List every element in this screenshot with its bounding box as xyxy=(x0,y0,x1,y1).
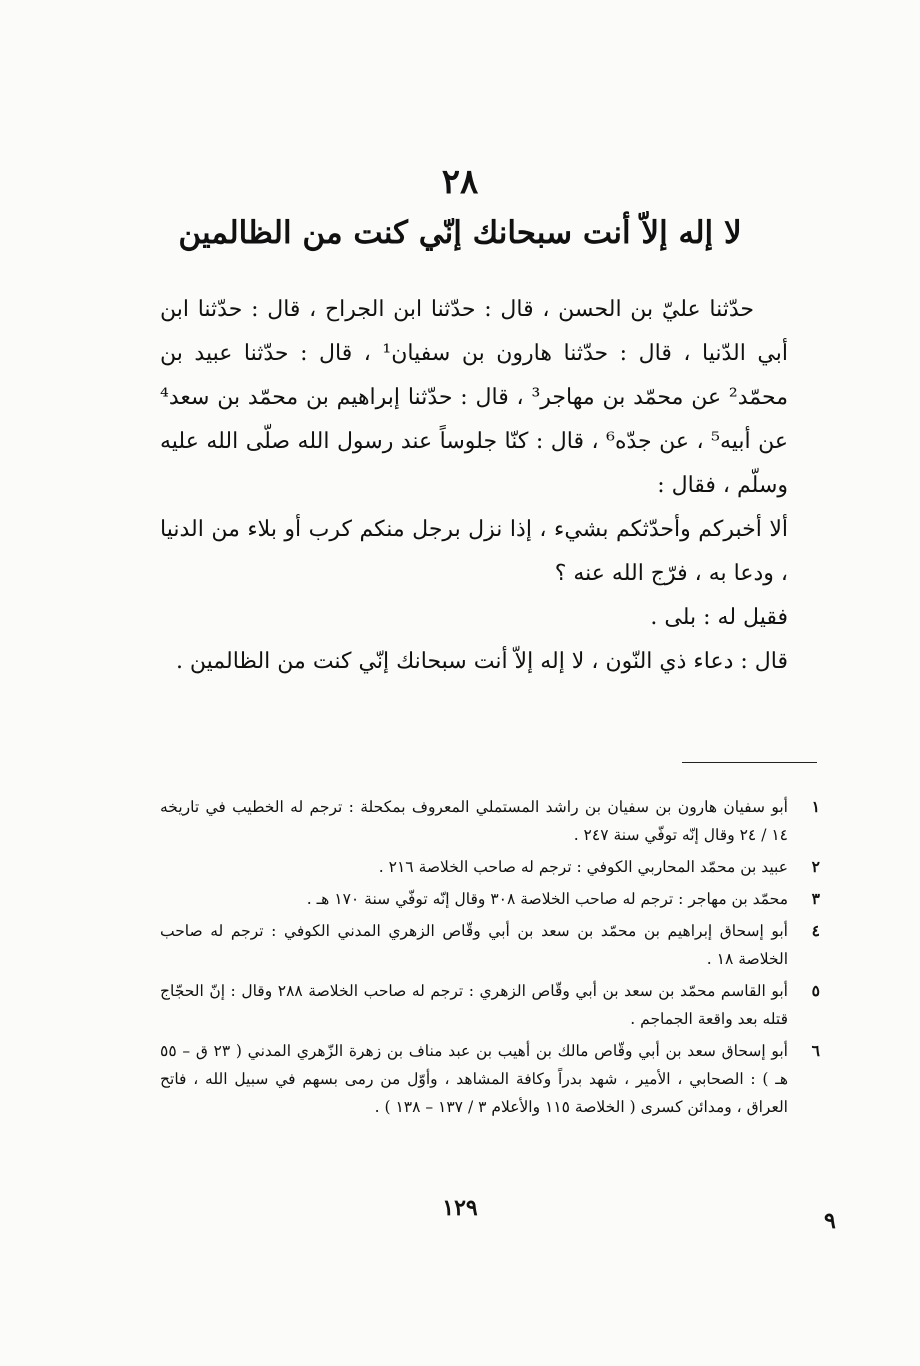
footnote-text: أبو القاسم محمّد بن سعد بن أبي وقّاص الزهري : ترجم له صاحب الخلاصة ٢٨٨ وقال : إنّ الحجّاج قتله بعد واقعة الجماجم . xyxy=(160,982,788,1028)
footnote-divider xyxy=(682,762,817,763)
hadith-quote: ألا أخبركم وأحدّثكم بشيء ، إذا نزل برجل منكم كرب أو بلاء من الدنيا ، ودعا به ، فرّج الله عنه ؟ xyxy=(160,517,788,586)
footnote-item xyxy=(160,885,820,913)
footnote-number: ٤ xyxy=(811,921,820,940)
footnote-number: ٣ xyxy=(811,889,820,908)
footnote-text: عبيد بن محمّد المحاربي الكوفي : ترجم له صاحب الخلاصة ٢١٦ . xyxy=(378,858,788,876)
reply-line: فقيل له : بلى . xyxy=(650,605,788,630)
footnote-text: أبو سفيان هارون بن سفيان بن راشد المستملي المعروف بمكحلة : ترجم له الخطيب في تاريخه ١٤ / ٢٤ وقال إنّه توفّي سنة ٢٤٧ . xyxy=(160,798,788,844)
chapter-title: لا إله إلاّ أنت سبحانك إنّي كنت من الظالمين xyxy=(178,215,742,251)
footnote-item xyxy=(160,917,820,973)
footnote-text: أبو إسحاق إبراهيم بن محمّد بن سعد بن أبي وقّاص الزهري المدني الكوفي : ترجم له صاحب الخلاصة ١٨ . xyxy=(160,922,788,968)
footnote-text: محمّد بن مهاجر : ترجم له صاحب الخلاصة ٣٠٨ وقال إنّه توفّي سنة ١٧٠ هـ . xyxy=(306,890,788,908)
footnote-text: أبو إسحاق سعد بن أبي وقّاص مالك بن أهيب بن عبد مناف بن زهرة الزّهري المدني ( ٢٣ ق – ٥٥ هـ ) : الصحابي ، الأمير ، شهد بدراً وكافة المشاهد ، وأوّل من رمى بسهم في سبيل الله ، فاتح العراق ، ومدائن كسرى ( الخلاصة ١١٥ والأعلام ٣ / ١٣٧ – ١٣٨ ) . xyxy=(160,1042,788,1116)
answer-line: قال : دعاء ذي النّون ، لا إله إلاّ أنت سبحانك إنّي كنت من الظالمين . xyxy=(175,649,788,674)
page-number: ١٢٩ xyxy=(442,1195,478,1221)
footnote-number: ٥ xyxy=(811,981,820,1000)
main-text xyxy=(160,288,788,684)
chapter-number: ٢٨ xyxy=(441,162,479,202)
footnote-item xyxy=(160,977,820,1033)
footnotes xyxy=(160,793,820,1125)
signature-mark: ٩ xyxy=(824,1208,836,1234)
footnote-number: ٢ xyxy=(811,857,820,876)
footnote-item xyxy=(160,1037,820,1121)
footnote-item xyxy=(160,793,820,849)
footnote-number: ٦ xyxy=(811,1041,820,1060)
footnote-number: ١ xyxy=(811,797,820,816)
footnote-item xyxy=(160,853,820,881)
isnad-paragraph: حدّثنا عليّ بن الحسن ، قال : حدّثنا ابن الجراح ، قال : حدّثنا ابن أبي الدّنيا ، قال : حدّثنا هارون بن سفيان¹ ، قال : حدّثنا عبيد بن محمّد² عن محمّد بن مهاجر³ ، قال : حدّثنا إبراهيم بن محمّد بن سعد⁴ عن أبيه⁵ ، عن جدّه⁶ ، قال : كنّا جلوساً عند رسول الله صلّى الله عليه وسلّم ، فقال : xyxy=(160,297,788,498)
